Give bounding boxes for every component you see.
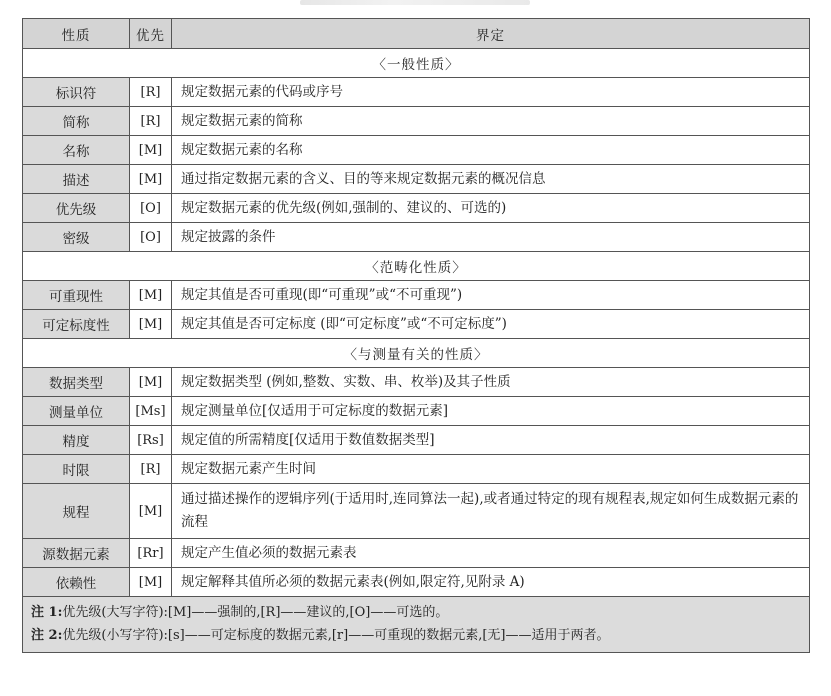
- priority-code: [R]: [130, 107, 172, 136]
- note-1: [31, 601, 799, 624]
- note-text: 优先级(大写字符):[M]——强制的,[R]——建议的,[O]——可选的。: [62, 605, 449, 620]
- property-name: 优先级: [23, 194, 130, 223]
- section-header-general: [23, 49, 810, 78]
- definition-text: 规定数据元素的代码或序号: [172, 78, 810, 107]
- definition-text: 规定解释其值所必须的数据元素表(例如,限定符,见附录 A): [172, 568, 810, 597]
- table-row: [23, 165, 810, 194]
- header-property: 性质: [23, 19, 130, 49]
- definition-text: 通过指定数据元素的含义、目的等来规定数据元素的概况信息: [172, 165, 810, 194]
- table-row: [23, 281, 810, 310]
- definition-text: 规定其值是否可重现(即“可重现”或“不可重现”): [172, 281, 810, 310]
- priority-code: [O]: [130, 223, 172, 252]
- table-notes: [23, 597, 810, 653]
- data-element-properties-table: [22, 18, 810, 653]
- note-label: 注 1:: [31, 605, 63, 620]
- note-2: [31, 624, 799, 647]
- section-header-categorization: [23, 252, 810, 281]
- table-row: [23, 368, 810, 397]
- table-row: [23, 426, 810, 455]
- property-name: 密级: [23, 223, 130, 252]
- priority-code: [M]: [130, 368, 172, 397]
- priority-code: [M]: [130, 136, 172, 165]
- priority-code: [M]: [130, 484, 172, 539]
- note-text: 优先级(小写字符):[s]——可定标度的数据元素,[r]——可重现的数据元素,[无]——适用于两者。: [62, 628, 610, 643]
- property-name: 标识符: [23, 78, 130, 107]
- property-name: 源数据元素: [23, 539, 130, 568]
- table-row: [23, 310, 810, 339]
- priority-code: [Rr]: [130, 539, 172, 568]
- definition-text: 规定其值是否可定标度 (即“可定标度”或“不可定标度”): [172, 310, 810, 339]
- table-row: [23, 136, 810, 165]
- table-notes-row: [23, 597, 810, 653]
- priority-code: [O]: [130, 194, 172, 223]
- definition-text: 规定产生值必须的数据元素表: [172, 539, 810, 568]
- definition-text: 规定数据元素的简称: [172, 107, 810, 136]
- table-row: [23, 107, 810, 136]
- table-caption-cropped: [300, 0, 530, 8]
- priority-code: [M]: [130, 568, 172, 597]
- table-header-row: [23, 19, 810, 49]
- section-title: 〈范畴化性质〉: [23, 252, 810, 281]
- section-title: 〈一般性质〉: [23, 49, 810, 78]
- definition-text: 规定测量单位[仅适用于可定标度的数据元素]: [172, 397, 810, 426]
- property-name: 简称: [23, 107, 130, 136]
- property-name: 名称: [23, 136, 130, 165]
- section-header-measurement: [23, 339, 810, 368]
- property-name: 可重现性: [23, 281, 130, 310]
- priority-code: [M]: [130, 165, 172, 194]
- priority-code: [M]: [130, 310, 172, 339]
- property-name: 数据类型: [23, 368, 130, 397]
- property-name: 可定标度性: [23, 310, 130, 339]
- table-row: [23, 568, 810, 597]
- table-row: [23, 539, 810, 568]
- property-name: 依赖性: [23, 568, 130, 597]
- table-row: [23, 484, 810, 539]
- priority-code: [R]: [130, 455, 172, 484]
- property-name: 时限: [23, 455, 130, 484]
- priority-code: [Rs]: [130, 426, 172, 455]
- property-name: 规程: [23, 484, 130, 539]
- definition-text: 规定数据类型 (例如,整数、实数、串、枚举)及其子性质: [172, 368, 810, 397]
- definition-text: 规定数据元素的名称: [172, 136, 810, 165]
- property-name: 描述: [23, 165, 130, 194]
- table-row: [23, 194, 810, 223]
- section-title: 〈与测量有关的性质〉: [23, 339, 810, 368]
- header-priority: 优先: [130, 19, 172, 49]
- table-row: [23, 78, 810, 107]
- definition-text: 规定值的所需精度[仅适用于数值数据类型]: [172, 426, 810, 455]
- header-definition: 界定: [172, 19, 810, 49]
- priority-code: [Ms]: [130, 397, 172, 426]
- property-name: 精度: [23, 426, 130, 455]
- priority-code: [M]: [130, 281, 172, 310]
- note-label: 注 2:: [31, 628, 63, 643]
- table-row: [23, 223, 810, 252]
- definition-text: 通过描述操作的逻辑序列(于适用时,连同算法一起),或者通过特定的现有规程表,规定如何生成数据元素的流程: [172, 484, 810, 539]
- table-row: [23, 397, 810, 426]
- definition-text: 规定披露的条件: [172, 223, 810, 252]
- definition-text: 规定数据元素产生时间: [172, 455, 810, 484]
- priority-code: [R]: [130, 78, 172, 107]
- definition-text: 规定数据元素的优先级(例如,强制的、建议的、可选的): [172, 194, 810, 223]
- table-row: [23, 455, 810, 484]
- property-name: 测量单位: [23, 397, 130, 426]
